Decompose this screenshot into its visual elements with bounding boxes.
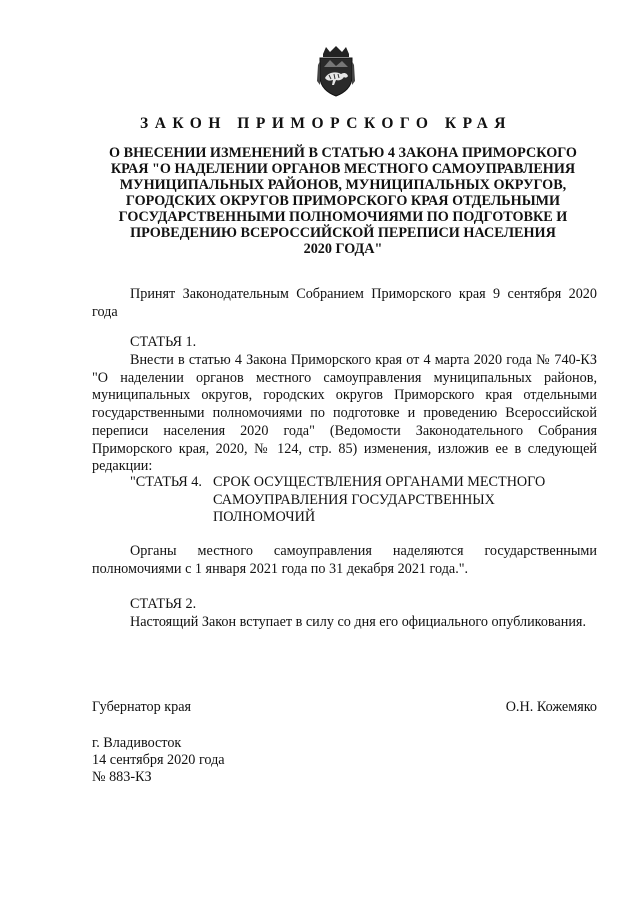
- footer-law-number: № 883-КЗ: [92, 769, 152, 785]
- signatory-name: О.Н. Кожемяко: [505, 699, 597, 715]
- adoption-note: Принят Законодательным Собранием Приморского края 9 сентября 2020 года: [92, 286, 597, 320]
- article-4-heading: [130, 474, 600, 527]
- footer-city: г. Владивосток: [92, 735, 182, 751]
- law-title: ЗАКОН ПРИМОРСКОГО КРАЯ: [140, 115, 512, 132]
- article-4-heading-lead: "СТАТЬЯ 4.: [130, 474, 202, 490]
- article-2-text: Настоящий Закон вступает в силу со дня его официального опубликования.: [130, 614, 586, 630]
- article-2-heading: СТАТЬЯ 2.: [130, 596, 197, 612]
- footer-date: 14 сентября 2020 года: [92, 752, 225, 768]
- law-subtitle: О ВНЕСЕНИИ ИЗМЕНЕНИЙ В СТАТЬЮ 4 ЗАКОНА ПРИМОРСКОГО КРАЯ "О НАДЕЛЕНИИ ОРГАНОВ МЕСТНОГО САМОУПРАВЛЕНИЯ МУНИЦИПАЛЬНЫХ РАЙОНОВ, МУНИЦИПАЛЬНЫХ ОКРУГОВ, ГОРОДСКИХ ОКРУГОВ ПРИМОРСКОГО КРАЯ ОТДЕЛЬНЫМИ ГОСУДАРСТВЕННЫМИ ПОЛНОМОЧИЯМИ ПО ПОДГОТОВКЕ И ПРОВЕДЕНИЮ ВСЕРОССИЙСКОЙ ПЕРЕПИСИ НАСЕЛЕНИЯ 2020 ГОДА": [109, 145, 577, 257]
- article-1-heading: СТАТЬЯ 1.: [130, 334, 197, 350]
- signatory-role: Губернатор края: [92, 699, 192, 715]
- article-4-heading-title: СРОК ОСУЩЕСТВЛЕНИЯ ОРГАНАМИ МЕСТНОГО САМОУПРАВЛЕНИЯ ГОСУДАРСТВЕННЫХ ПОЛНОМОЧИЙ: [213, 474, 546, 526]
- article-1-text: Внести в статью 4 Закона Приморского края от 4 марта 2020 года № 740-КЗ "О наделении органов местного самоуправления муниципальных районов, муниципальных округов, городских округов Приморского края отдельными государственными полномочиями по подготовке и проведению Всероссийской переписи населения 2020 года" (Ведомости Законодательного Собрания Приморского края, 2020, № 124, стр. 85) изменения, изложив ее в следующей редакции:: [92, 352, 597, 475]
- article-4-text: Органы местного самоуправления наделяются государственными полномочиями с 1 января 2021 года по 31 декабря 2021 года.".: [92, 543, 597, 577]
- primorsky-krai-coat-of-arms-icon: [314, 45, 358, 97]
